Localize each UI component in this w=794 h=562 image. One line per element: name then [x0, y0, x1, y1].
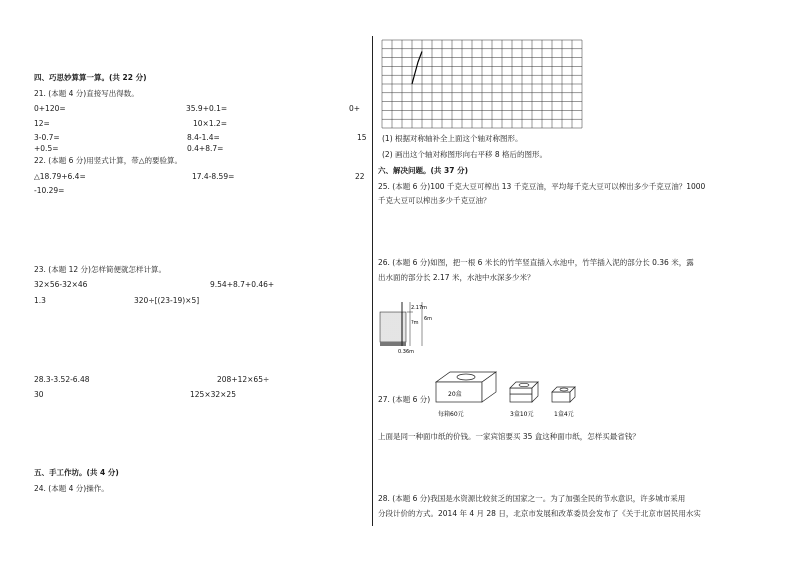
- grid-paper: [381, 39, 591, 129]
- box-large-price: 每箱60元: [438, 411, 464, 418]
- q25-text: 千克大豆可以榨出多少千克豆油？: [378, 196, 491, 205]
- q23-title: 23. (本题 12 分)怎样简便就怎样计算。: [34, 265, 166, 274]
- box-large-label: 20盒: [448, 391, 462, 398]
- q21-item: 0.4+8.7=: [187, 144, 224, 153]
- box-small: [510, 388, 532, 394]
- column-divider: [372, 36, 373, 526]
- box-single-price: 1盒4元: [554, 411, 574, 418]
- q22-item: 22: [355, 172, 365, 181]
- tissue-boxes: [430, 366, 580, 424]
- label-mid: ?m: [411, 320, 419, 326]
- q25-text: 25. (本题 6 分)100 千克大豆可榨出 13 千克豆油，平均每千克大豆可以榨出多少千克豆油？1000: [378, 182, 706, 191]
- q22-title: 22. (本题 6 分)用竖式计算，带△的要验算。: [34, 156, 182, 165]
- section-5-title: 五、手工作坊。(共 4 分): [34, 468, 119, 477]
- q23-item: 125×32×25: [190, 390, 236, 399]
- box-small: [510, 394, 532, 402]
- q24-sub-1: (1) 根据对称轴补全上面这个轴对称图形。: [382, 134, 523, 143]
- tissue-opening: [519, 383, 529, 386]
- label-full: 6m: [424, 316, 433, 322]
- q21-item: 12=: [34, 119, 50, 128]
- q21-item: 35.9+0.1=: [186, 104, 228, 113]
- q21-item: +0.5=: [34, 144, 59, 153]
- q26-text: 出水面的部分长 2.17 米，水池中水深多少米？: [378, 273, 535, 282]
- section-4-title: 四、巧思妙算算一算。(共 22 分): [34, 73, 147, 82]
- q28-text: 28. (本题 6 分)我国是水资源比较贫乏的国家之一。为了加强全民的节水意识，许多城市采用: [378, 494, 686, 503]
- q28-text: 分段计价的方式。2014 年 4 月 28 日，北京市发展和改革委员会发布了《关于北京市居民用水实: [378, 509, 701, 518]
- q23-item: 1.3: [34, 296, 46, 305]
- q22-item: 17.4-8.59=: [192, 172, 235, 181]
- q23-item: 32×56-32×46: [34, 280, 88, 289]
- q27-question: 上面是同一种面巾纸的价钱。一家宾馆要买 35 盒这种面巾纸，怎样买最省钱？: [378, 432, 640, 441]
- box-small-price: 3盒10元: [510, 411, 534, 418]
- q21-item: 3-0.7=: [34, 133, 60, 142]
- q22-item: -10.29=: [34, 186, 65, 195]
- q26-text: 26. (本题 6 分)如图，把一根 6 米长的竹竿竖直插入水池中，竹竿插入泥的部分长 0.36 米，露: [378, 258, 694, 267]
- q23-item: 320÷[(23-19)×5]: [134, 296, 200, 305]
- tissue-opening: [457, 374, 475, 380]
- section-6-title: 六、解决问题。(共 37 分): [378, 166, 469, 175]
- label-bottom: 0.36m: [398, 349, 415, 355]
- q21-title: 21. (本题 4 分)直接写出得数。: [34, 89, 139, 98]
- q23-item: 30: [34, 390, 44, 399]
- q21-item: 8.4-1.4=: [187, 133, 220, 142]
- q23-item: 208+12×65÷: [217, 375, 270, 384]
- q27-title: 27. (本题 6 分): [378, 395, 431, 404]
- q21-item: 10×1.2=: [193, 119, 228, 128]
- box-single: [552, 392, 570, 402]
- tissue-opening: [560, 388, 568, 391]
- q21-item: 0+120=: [34, 104, 66, 113]
- label-top: 2.17m: [411, 305, 428, 311]
- q24-title: 24. (本题 4 分)操作。: [34, 484, 109, 493]
- q23-item: 28.3-3.52-6.48: [34, 375, 90, 384]
- q22-item: △18.79+6.4=: [34, 172, 86, 181]
- q24-sub-2: (2) 画出这个轴对称图形向右平移 8 格后的图形。: [382, 150, 548, 159]
- q23-item: 9.54+8.7+0.46+: [210, 280, 275, 289]
- q21-item: 15: [357, 133, 367, 142]
- partial-figure: [412, 51, 422, 84]
- q21-item: 0+: [349, 104, 361, 113]
- pole-diagram: [378, 300, 458, 356]
